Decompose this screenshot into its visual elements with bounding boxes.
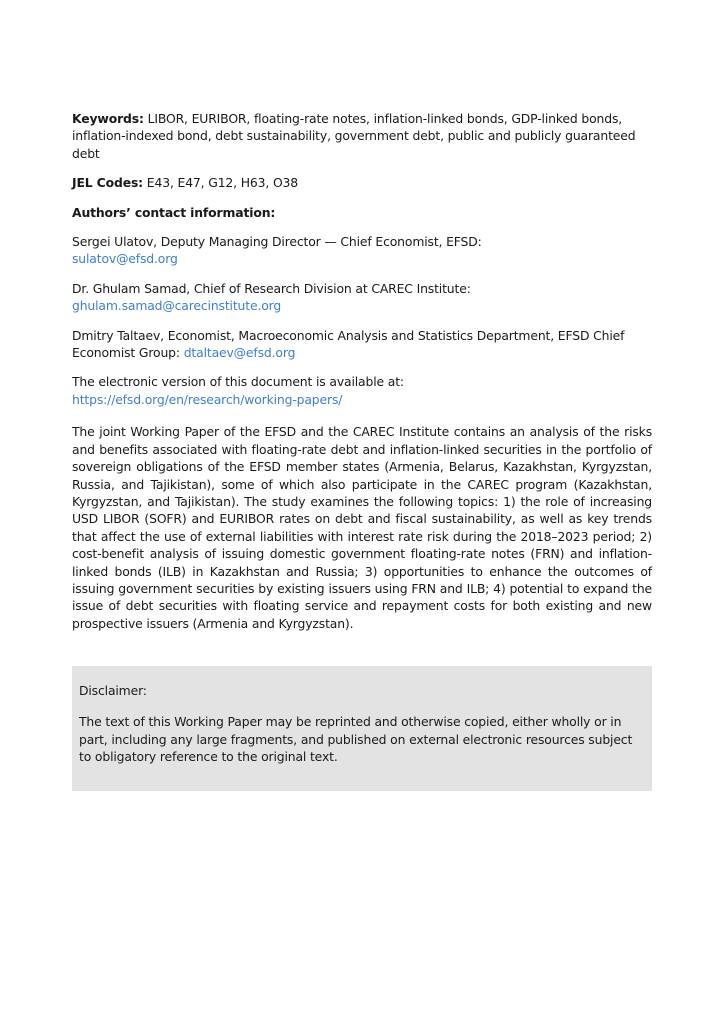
author-3-email-link[interactable]: dtaltaev@efsd.org (183, 345, 296, 361)
electronic-version-url-link[interactable]: https://efsd.org/en/research/working-papers/ (72, 391, 343, 407)
author-2-text: Dr. Ghulam Samad, Chief of Research Division at CAREC Institute: (72, 280, 471, 296)
disclaimer-title: Disclaimer: (79, 683, 147, 698)
author-2 (72, 280, 652, 315)
author-1 (72, 233, 652, 268)
author-1-text: Sergei Ulatov, Deputy Managing Director — Chief Economist, EFSD: (72, 234, 482, 250)
jel-codes (72, 174, 652, 191)
author-2-email-link[interactable]: ghulam.samad@carecinstitute.org (72, 298, 282, 314)
keywords (72, 110, 652, 162)
disclaimer-box (72, 666, 652, 791)
keywords-label: Keywords: (72, 111, 144, 126)
abstract-paragraph: The joint Working Paper of the EFSD and the CAREC Institute contains an analysis of the risks and benefits associated with floating-rate debt and inflation-linked securities in the portfolio of sovereign obligations of the EFSD member states (Armenia, Belarus, Kazakhstan, Kyrgyzstan, Russia, and Tajikistan), some of which also participate in the CAREC program (Kazakhstan, Kyrgyzstan, and Tajikistan). The study examines the following topics: 1) the role of increasing USD LIBOR (SOFR) and EURIBOR rates on debt and fiscal sustainability, as well as key trends that affect the use of external liabilities with interest rate risk during the 2018–2023 period; 2) cost-benefit analysis of issuing domestic government floating-rate notes (FRN) and inflation-linked bonds (ILB) in Kazakhstan and Russia; 3) opportunities to enhance the outcomes of issuing government securities by existing issuers using FRN and ILB; 4) potential to expand the issue of debt securities with floating service and repayment costs for both existing and new prospective issuers (Armenia and Kyrgyzstan). (72, 424, 652, 631)
keywords-text: LIBOR, EURIBOR, floating-rate notes, inflation-linked bonds, GDP-linked bonds, inflation-indexed bond, debt sustainability, government debt, public and publicly guaranteed debt (72, 111, 636, 161)
author-1-email-link[interactable]: sulatov@efsd.org (72, 251, 178, 267)
electronic-version-text: The electronic version of this document is available at: (72, 374, 404, 390)
jel-codes-text: E43, E47, G12, H63, O38 (146, 175, 299, 191)
authors-heading: Authors’ contact information: (72, 204, 276, 220)
electronic-version (72, 373, 652, 408)
author-3 (72, 327, 652, 362)
jel-codes-label: JEL Codes: (72, 175, 143, 191)
page-content (72, 110, 652, 632)
author-3-text: Dmitry Taltaev, Economist, Macroeconomic Analysis and Statistics Department, EFSD Chief Economist Group: (72, 327, 625, 361)
disclaimer-text: The text of this Working Paper may be reprinted and otherwise copied, either wholly or in part, including any large fragments, and published on external electronic resources subject to obligatory reference to the original text. (79, 714, 633, 765)
